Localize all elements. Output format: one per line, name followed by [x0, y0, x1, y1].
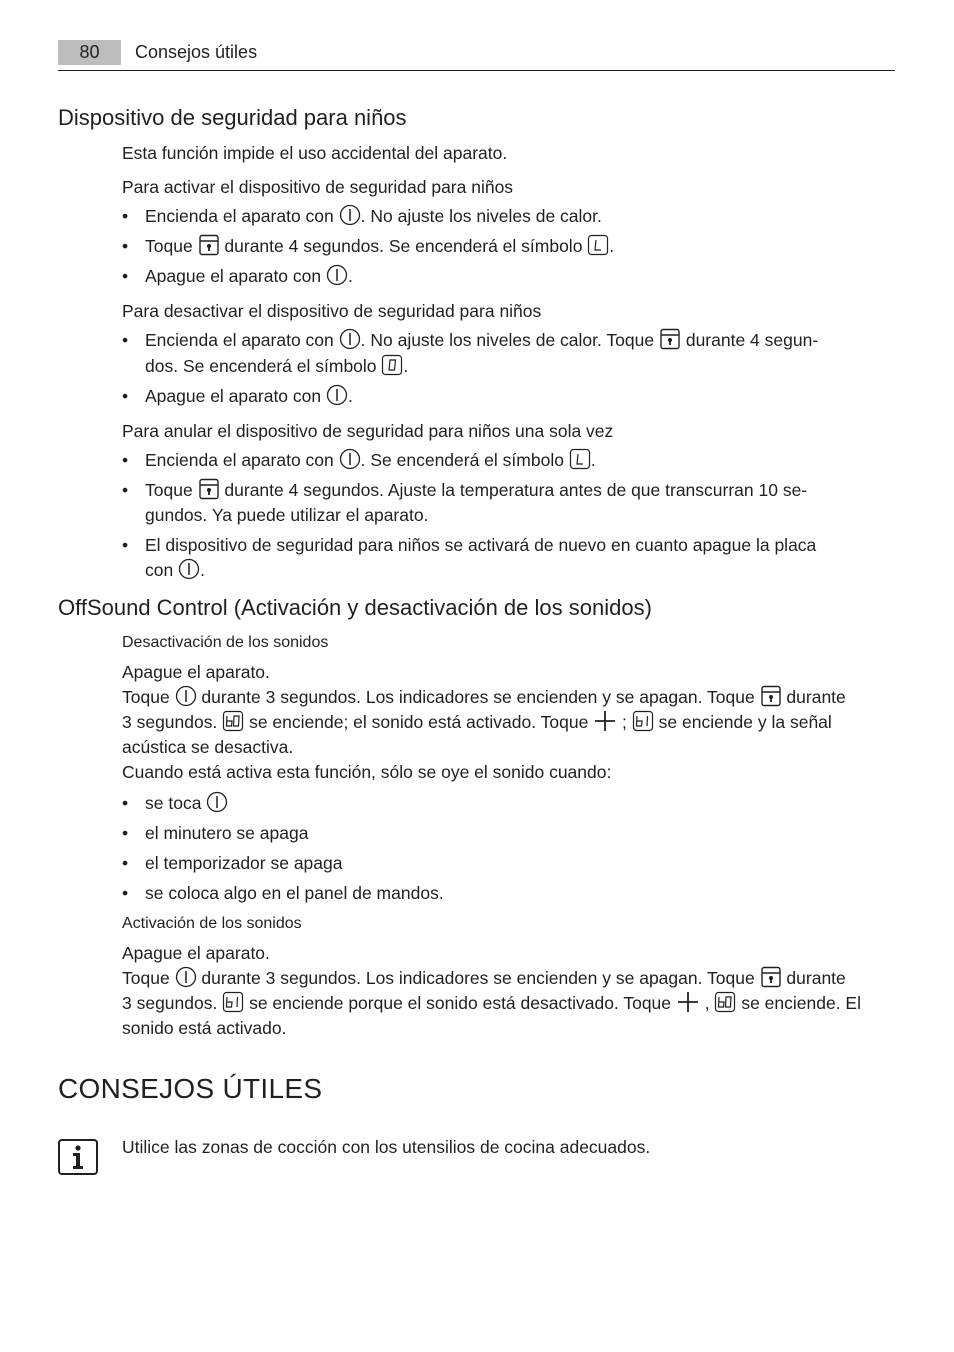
tips-heading: CONSEJOS ÚTILES: [58, 1073, 323, 1104]
lock-key-icon: [659, 328, 681, 350]
paragraph-line: Apague el aparato.: [122, 943, 270, 963]
power-icon: [206, 791, 228, 813]
sound-on-subtitle: Activación de los sonidos: [122, 915, 302, 932]
activate-title: Para activar el dispositivo de seguridad para niños: [122, 177, 514, 197]
deactivate-title: Para desactivar el dispositivo de seguridad para niños: [122, 301, 542, 321]
paragraph-line: 3 segundos. se enciende porque el sonido está desactivado. Toque , se enciende. El: [122, 993, 861, 1013]
override-title: Para anular el dispositivo de seguridad para niños una sola vez: [122, 421, 614, 441]
power-icon: [326, 384, 348, 406]
lock-key-icon: [198, 478, 220, 500]
sound-off-subtitle: Desactivación de los sonidos: [122, 634, 329, 651]
child-lock-heading: Dispositivo de seguridad para niños: [58, 105, 407, 130]
lock-key-icon: [198, 234, 220, 256]
power-icon: [326, 264, 348, 286]
page-header: [58, 40, 895, 71]
lock-key-icon: [760, 685, 782, 707]
power-icon: [175, 685, 197, 707]
child-lock-intro: Esta función impide el uso accidental del aparato.: [122, 143, 508, 163]
power-icon: [339, 328, 361, 350]
power-icon: [175, 966, 197, 988]
display-L-icon: [569, 448, 591, 470]
power-icon: [178, 558, 200, 580]
display-b1-icon: [632, 710, 654, 732]
power-icon: [339, 204, 361, 226]
display-b0-icon: [222, 710, 244, 732]
paragraph-line: Apague el aparato.: [122, 662, 270, 682]
display-0-icon: [381, 354, 403, 376]
info-text: Utilice las zonas de cocción con los utensilios de cocina adecuados.: [122, 1137, 651, 1157]
paragraph-line: 3 segundos. se enciende; el sonido está activado. Toque ; se enciende y la señal: [122, 712, 832, 732]
display-b0-icon: [714, 991, 736, 1013]
paragraph-line: Cuando está activa esta función, sólo se oye el sonido cuando:: [122, 762, 612, 782]
display-L-icon: [587, 234, 609, 256]
lock-key-icon: [760, 966, 782, 988]
display-b1-icon: [222, 991, 244, 1013]
paragraph-line: Toque durante 3 segundos. Los indicadores se encienden y se apagan. Toque durante: [122, 687, 846, 707]
plus-icon: [676, 991, 700, 1013]
header-title: Consejos útiles: [135, 42, 258, 62]
paragraph-line: acústica se desactiva.: [122, 737, 294, 757]
paragraph-line: sonido está activado.: [122, 1018, 287, 1038]
paragraph-line: Toque durante 3 segundos. Los indicadores se encienden y se apagan. Toque durante: [122, 968, 846, 988]
power-icon: [339, 448, 361, 470]
info-icon: [58, 1139, 98, 1175]
page-number: 80: [58, 40, 121, 65]
plus-icon: [593, 710, 617, 732]
offsound-heading: OffSound Control (Activación y desactivación de los sonidos): [58, 595, 652, 620]
